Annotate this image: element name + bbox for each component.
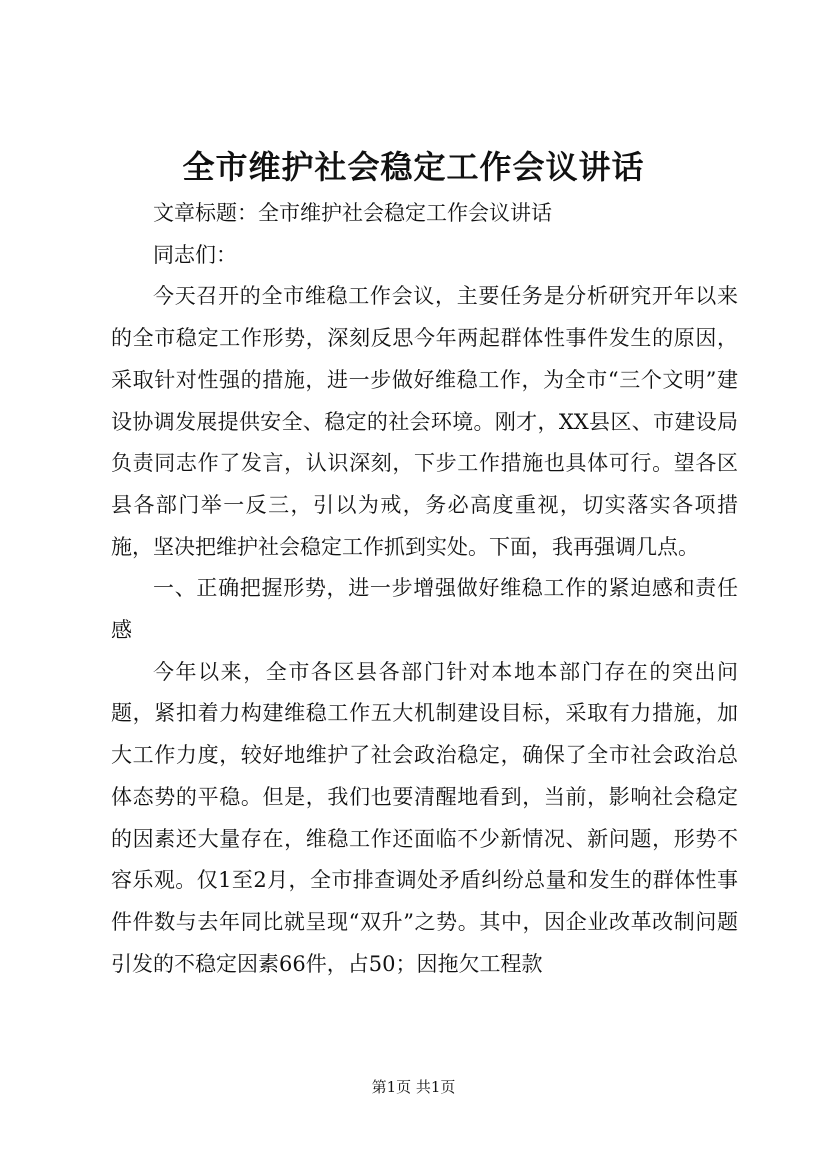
document-title: 全市维护社会稳定工作会议讲话 bbox=[182, 148, 645, 186]
document-body bbox=[111, 193, 738, 985]
page-footer: 第1页 共1页 bbox=[371, 1078, 456, 1096]
salutation: 同志们： bbox=[153, 242, 237, 267]
section-heading-1: 一、正确把握形势，进一步增强做好维稳工作的紧迫感和责任感 bbox=[111, 576, 738, 643]
intro-paragraph: 今天召开的全市维稳工作会议，主要任务是分析研究开年以来的全市稳定工作形势，深刻反思今年两起群体性事件发生的原因，采取针对性强的措施，进一步做好维稳工作，为全市“三个文明”建设协调发展提供安全、稳定的社会环境。刚才，XX县区、市建设局负责同志作了发言，认识深刻，下步工作措施也具体可行。望各区县各部门举一反三，引以为戒，务必高度重视，切实落实各项措施，坚决把维护社会稳定工作抓到实处。下面，我再强调几点。 bbox=[111, 284, 738, 559]
article-title-line: 文章标题：全市维护社会稳定工作会议讲话 bbox=[153, 201, 552, 225]
section-paragraph-1: 今年以来，全市各区县各部门针对本地本部门存在的突出问题，紧扣着力构建维稳工作五大机制建设目标，采取有力措施，加大工作力度，较好地维护了社会政治稳定，确保了全市社会政治总体态势的平稳。但是，我们也要清醒地看到，当前，影响社会稳定的因素还大量存在，维稳工作还面临不少新情况、新问题，形势不容乐观。仅1至2月，全市排查调处矛盾纠纷总量和发生的群体性事件件数与去年同比就呈现“双升”之势。其中，因企业改革改制问题引发的不稳定因素66件，占50；因拖欠工程款 bbox=[111, 659, 738, 976]
